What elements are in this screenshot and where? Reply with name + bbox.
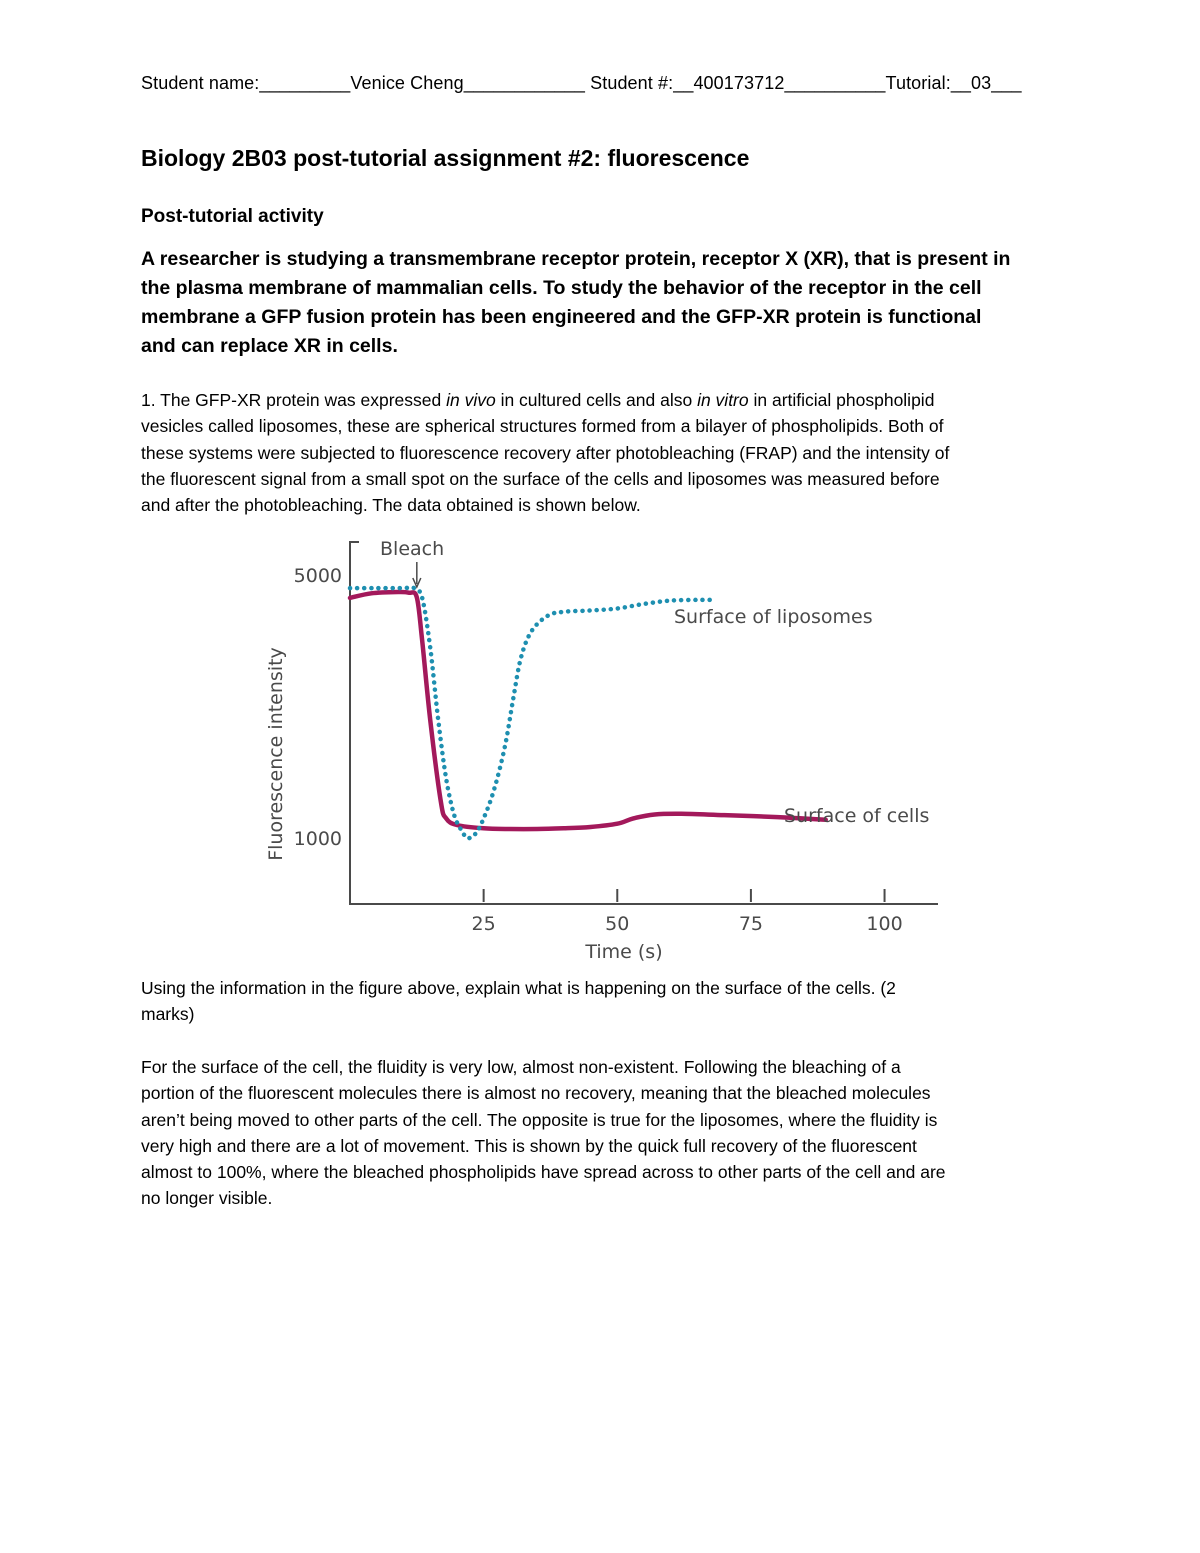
x-tick-label: 75 [738,913,764,935]
question-line: marks) [141,1004,195,1025]
x-axis-label: Time (s) [585,941,663,963]
y-axis-label: Fluorescence intensity [265,647,287,861]
student-number-blank-tail: __________ [784,73,886,93]
student-name-value: Venice Cheng [350,73,464,93]
intro-paragraph [141,245,1056,361]
question-1-line: vesicles called liposomes, these are spherical structures formed from a bilayer of phospholipids. Both of [141,416,944,437]
answer-paragraph [141,1054,1056,1212]
answer-line: portion of the fluorescent molecules there is almost no recovery, meaning that the bleached molecules [141,1083,931,1104]
intro-line: membrane a GFP fusion protein has been engineered and the GFP-XR protein is functional [141,306,982,328]
tutorial-blank-lead: __ [950,73,972,93]
y-tick-label: 1000 [293,828,342,851]
question-1-line: these systems were subjected to fluorescence recovery after photobleaching (FRAP) and the intensity of [141,442,950,463]
x-tick-label: 100 [866,913,903,935]
intro-line: the plasma membrane of mammalian cells. To study the behavior of the receptor in the cell [141,277,982,299]
student-number-blank-lead: __ [673,73,694,93]
student-name-blank-tail: ____________ [463,73,591,93]
italic-term: in vitro [697,390,749,410]
x-tick-label: 25 [471,913,496,935]
section-subtitle: Post-tutorial activity [141,206,324,227]
bleach-annotation: Bleach [380,538,445,560]
intro-line: A researcher is studying a transmembrane receptor protein, receptor X (XR), that is present in [141,248,1011,270]
series-line-liposomes [350,587,714,838]
y-tick-label: 5000 [293,564,342,587]
question-2-paragraph [141,975,1056,1028]
tutorial-blank-tail: ___ [991,73,1022,93]
italic-term: in vivo [446,390,496,410]
frap-chart [258,532,948,964]
text-run: in artificial phospholipid [748,390,935,410]
answer-line: no longer visible. [141,1188,273,1209]
question-1-line: and after the photobleaching. The data obtained is shown below. [141,495,641,516]
student-name-label: Student name: [141,73,260,93]
answer-line: For the surface of the cell, the fluidity is very low, almost non-existent. Following the bleaching of a [141,1057,901,1077]
chart-labels [265,538,929,963]
question-line: Using the information in the figure above, explain what is happening on the surface of the cells. (2 [141,978,896,998]
frap-figure [258,532,948,969]
student-info-header [141,73,1061,94]
student-name-blank-lead: _________ [259,73,351,93]
legend-label-liposomes: Surface of liposomes [674,606,873,628]
intro-line: and can replace XR in cells. [141,335,398,357]
answer-line: very high and there are a lot of movement. This is shown by the quick full recovery of the fluorescent [141,1135,917,1156]
question-1-paragraph [141,387,1056,518]
text-run: 1. The GFP-XR protein was expressed [141,390,447,410]
assignment-title: Biology 2B03 post-tutorial assignment #2: fluorescence [141,145,750,171]
student-number-value: 400173712 [693,73,785,93]
legend-label-cells: Surface of cells [784,805,930,827]
tutorial-label: Tutorial: [885,73,951,93]
answer-line: aren’t being moved to other parts of the cell. The opposite is true for the liposomes, where the fluidity is [141,1109,938,1130]
question-1-line: the fluorescent signal from a small spot on the surface of the cells and liposomes was measured before [141,468,940,489]
student-number-label: Student #: [590,73,674,93]
tutorial-value: 03 [971,73,992,93]
x-tick-label: 50 [605,913,630,935]
text-run: in cultured cells and also [495,390,698,410]
question-1-line [141,387,1056,413]
answer-line: almost to 100%, where the bleached phospholipids have spread across to other parts of the cell and are [141,1162,946,1183]
